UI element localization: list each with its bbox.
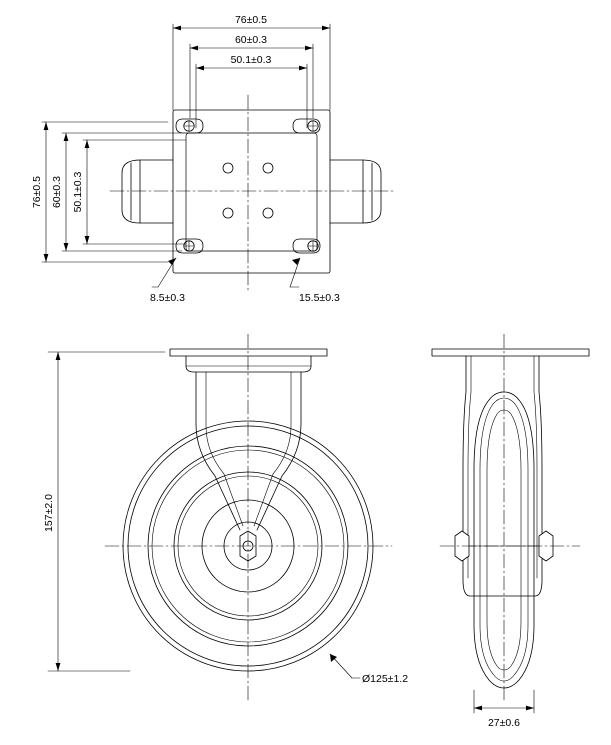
front-view (48, 334, 392, 700)
dim-overall-height: 157±2.0 (43, 494, 55, 532)
dim-left-bolt-spacing-outer: 60±0.3 (51, 175, 63, 209)
dim-slot-right: 15.5±0.3 (299, 292, 340, 304)
dim-left-bolt-spacing-inner: 50.1±0.3 (72, 171, 84, 213)
dim-wheel-width: 27±0.6 (487, 717, 521, 729)
dim-left-plate-height: 76±0.5 (31, 175, 43, 209)
dim-top-plate-width: 76±0.5 (234, 14, 268, 26)
side-view (432, 334, 589, 713)
dim-slot-left: 8.5±0.3 (150, 292, 185, 304)
top-view (42, 24, 395, 290)
dim-top-bolt-spacing-outer: 60±0.3 (234, 34, 268, 46)
dim-top-bolt-spacing-inner: 50.1±0.3 (230, 54, 272, 66)
dim-wheel-diameter: Ø125±1.2 (362, 673, 409, 685)
